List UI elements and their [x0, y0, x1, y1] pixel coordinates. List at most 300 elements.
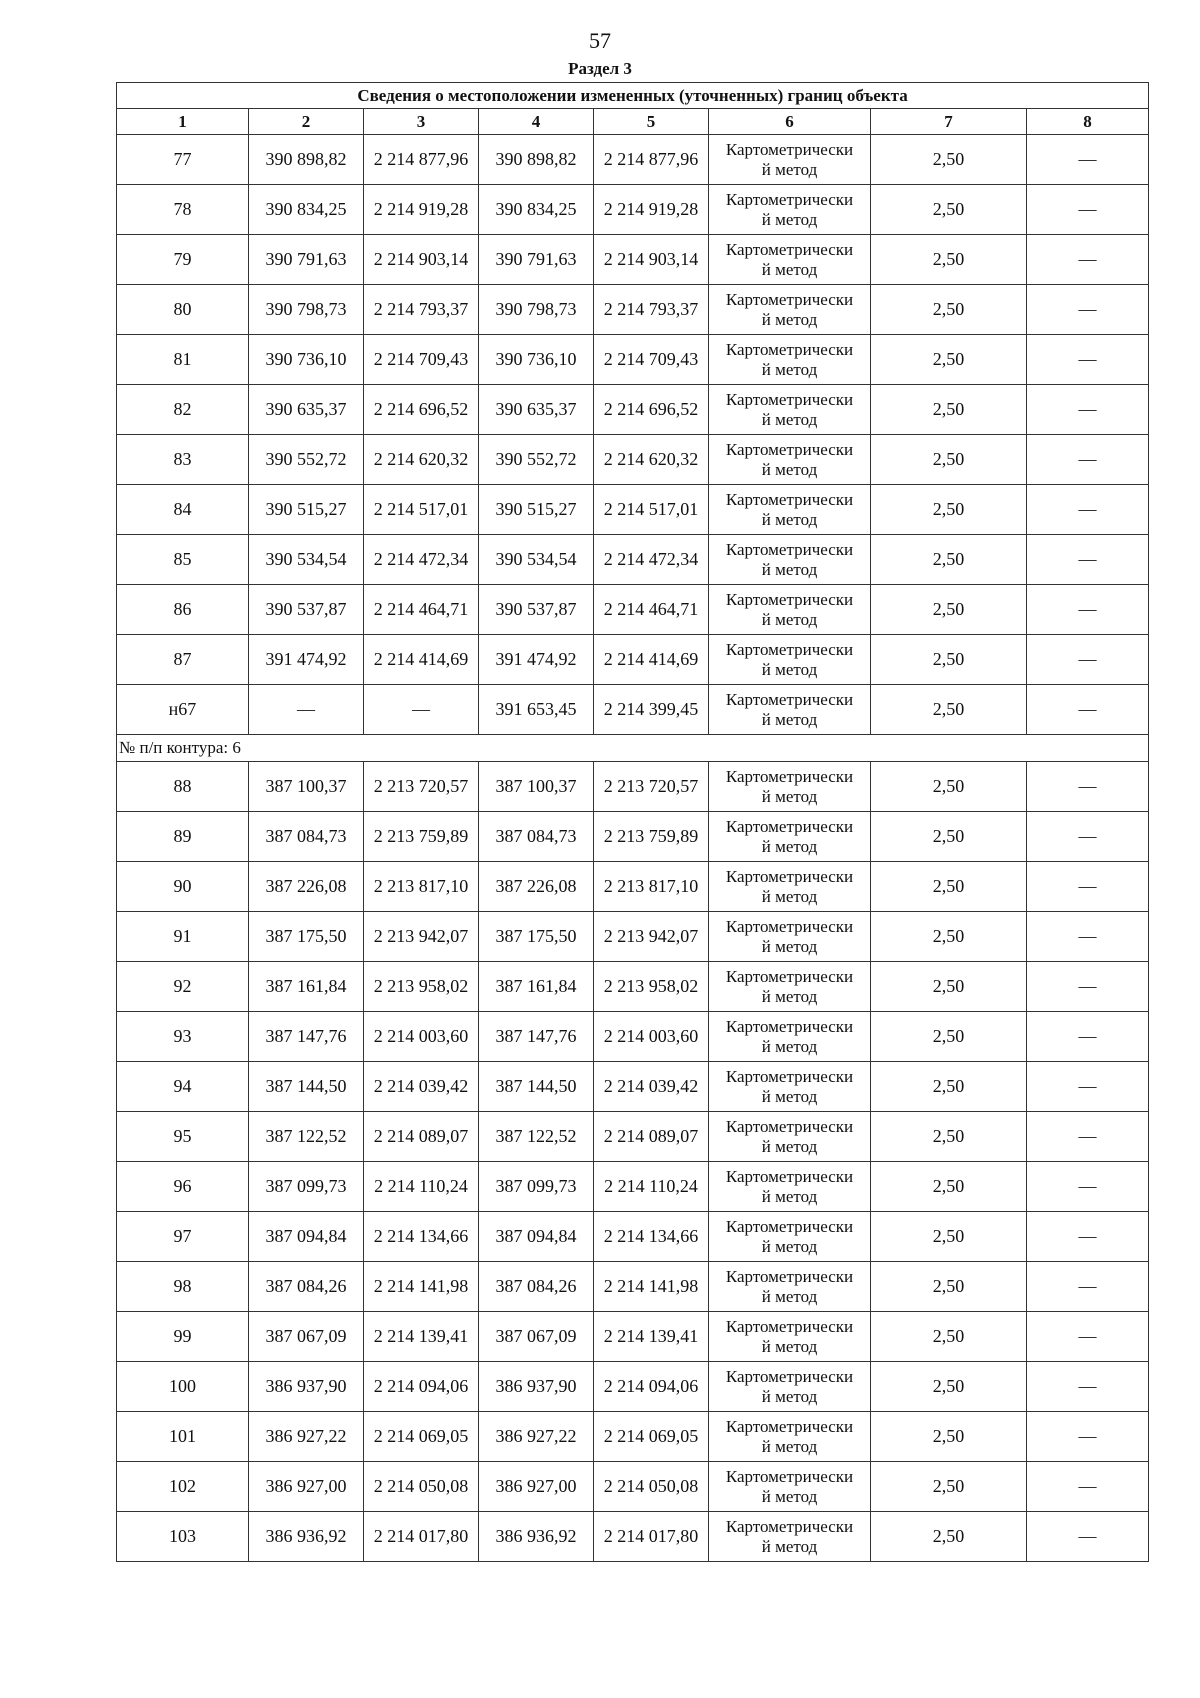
method-line: й метод [761, 209, 818, 229]
refined-y-cell: 2 214 696,52 [594, 385, 709, 435]
existing-x-cell: 390 736,10 [249, 335, 364, 385]
method-cell [709, 962, 871, 1012]
method-line: Картометрически [725, 866, 854, 886]
existing-y-cell: 2 214 919,28 [364, 185, 479, 235]
method-cell [709, 1512, 871, 1562]
refined-y-cell: 2 213 817,10 [594, 862, 709, 912]
method-cell [709, 762, 871, 812]
method-line: й метод [761, 309, 818, 329]
point-number-cell: 80 [117, 285, 249, 335]
table-row [117, 1512, 1149, 1562]
accuracy-cell: 2,50 [871, 1112, 1027, 1162]
refined-x-cell: 387 094,84 [479, 1212, 594, 1262]
description-cell: — [1027, 135, 1149, 185]
point-number-cell: 79 [117, 235, 249, 285]
existing-x-cell: 390 798,73 [249, 285, 364, 335]
refined-x-cell: 390 534,54 [479, 535, 594, 585]
refined-x-cell: 391 653,45 [479, 685, 594, 735]
table-row [117, 862, 1149, 912]
accuracy-cell: 2,50 [871, 1412, 1027, 1462]
method-line: Картометрически [725, 439, 854, 459]
method-cell [709, 1262, 871, 1312]
existing-x-cell: 390 515,27 [249, 485, 364, 535]
table-row [117, 135, 1149, 185]
refined-y-cell: 2 214 919,28 [594, 185, 709, 235]
contour-row [117, 735, 1149, 762]
existing-y-cell: 2 214 414,69 [364, 635, 479, 685]
method-line: й метод [761, 986, 818, 1006]
refined-y-cell: 2 214 141,98 [594, 1262, 709, 1312]
method-line: й метод [761, 1536, 818, 1556]
method-line: й метод [761, 936, 818, 956]
column-header-row [117, 109, 1149, 135]
method-line: Картометрически [725, 689, 854, 709]
method-cell [709, 635, 871, 685]
description-cell: — [1027, 535, 1149, 585]
existing-x-cell: 387 100,37 [249, 762, 364, 812]
existing-y-cell: 2 213 958,02 [364, 962, 479, 1012]
refined-x-cell: 387 161,84 [479, 962, 594, 1012]
existing-x-cell: 387 067,09 [249, 1312, 364, 1362]
existing-y-cell: 2 214 003,60 [364, 1012, 479, 1062]
existing-x-cell: 387 084,26 [249, 1262, 364, 1312]
table-row [117, 535, 1149, 585]
method-line: й метод [761, 1336, 818, 1356]
existing-x-cell: 387 147,76 [249, 1012, 364, 1062]
method-cell [709, 912, 871, 962]
contour-label: № п/п контура: 6 [117, 735, 1149, 762]
method-line: Картометрически [725, 189, 854, 209]
description-cell: — [1027, 762, 1149, 812]
table-row [117, 1012, 1149, 1062]
table-row [117, 635, 1149, 685]
method-cell [709, 1112, 871, 1162]
method-line: й метод [761, 509, 818, 529]
existing-y-cell: 2 213 942,07 [364, 912, 479, 962]
column-header: 8 [1027, 109, 1149, 135]
description-cell: — [1027, 1362, 1149, 1412]
accuracy-cell: 2,50 [871, 812, 1027, 862]
existing-x-cell: 386 927,22 [249, 1412, 364, 1462]
refined-y-cell: 2 214 877,96 [594, 135, 709, 185]
description-cell: — [1027, 435, 1149, 485]
method-line: й метод [761, 1136, 818, 1156]
description-cell: — [1027, 185, 1149, 235]
refined-x-cell: 390 736,10 [479, 335, 594, 385]
existing-y-cell: 2 213 759,89 [364, 812, 479, 862]
table-row [117, 385, 1149, 435]
method-cell [709, 385, 871, 435]
table-row [117, 285, 1149, 335]
refined-x-cell: 387 147,76 [479, 1012, 594, 1062]
method-line: Картометрически [725, 1116, 854, 1136]
refined-y-cell: 2 214 464,71 [594, 585, 709, 635]
refined-x-cell: 387 226,08 [479, 862, 594, 912]
column-header: 6 [709, 109, 871, 135]
description-cell: — [1027, 1012, 1149, 1062]
refined-x-cell: 387 100,37 [479, 762, 594, 812]
refined-x-cell: 390 834,25 [479, 185, 594, 235]
description-cell: — [1027, 912, 1149, 962]
point-number-cell: 88 [117, 762, 249, 812]
refined-x-cell: 387 067,09 [479, 1312, 594, 1362]
existing-x-cell: 387 099,73 [249, 1162, 364, 1212]
refined-y-cell: 2 214 903,14 [594, 235, 709, 285]
existing-y-cell: 2 214 709,43 [364, 335, 479, 385]
refined-y-cell: 2 214 003,60 [594, 1012, 709, 1062]
method-line: й метод [761, 659, 818, 679]
point-number-cell: 92 [117, 962, 249, 1012]
method-line: й метод [761, 1186, 818, 1206]
table-row [117, 335, 1149, 385]
point-number-cell: 95 [117, 1112, 249, 1162]
accuracy-cell: 2,50 [871, 285, 1027, 335]
table-row [117, 1362, 1149, 1412]
existing-x-cell: 387 161,84 [249, 962, 364, 1012]
accuracy-cell: 2,50 [871, 1512, 1027, 1562]
method-line: Картометрически [725, 489, 854, 509]
existing-x-cell: 387 084,73 [249, 812, 364, 862]
method-cell [709, 862, 871, 912]
description-cell: — [1027, 285, 1149, 335]
refined-x-cell: 390 537,87 [479, 585, 594, 635]
table-row [117, 912, 1149, 962]
refined-x-cell: 386 927,22 [479, 1412, 594, 1462]
existing-y-cell: 2 214 620,32 [364, 435, 479, 485]
method-line: Картометрически [725, 816, 854, 836]
existing-y-cell: 2 214 903,14 [364, 235, 479, 285]
refined-y-cell: 2 214 110,24 [594, 1162, 709, 1212]
method-cell [709, 1162, 871, 1212]
accuracy-cell: 2,50 [871, 1062, 1027, 1112]
column-header: 3 [364, 109, 479, 135]
existing-y-cell: 2 214 464,71 [364, 585, 479, 635]
table-row [117, 1262, 1149, 1312]
accuracy-cell: 2,50 [871, 1462, 1027, 1512]
existing-y-cell: 2 214 141,98 [364, 1262, 479, 1312]
accuracy-cell: 2,50 [871, 1312, 1027, 1362]
method-cell [709, 812, 871, 862]
existing-x-cell: 390 534,54 [249, 535, 364, 585]
existing-y-cell: 2 214 089,07 [364, 1112, 479, 1162]
existing-x-cell: 390 635,37 [249, 385, 364, 435]
accuracy-cell: 2,50 [871, 335, 1027, 385]
section-title: Раздел 3 [568, 59, 632, 78]
description-cell: — [1027, 385, 1149, 435]
accuracy-cell: 2,50 [871, 185, 1027, 235]
point-number-cell: 81 [117, 335, 249, 385]
refined-x-cell: 390 798,73 [479, 285, 594, 335]
accuracy-cell: 2,50 [871, 862, 1027, 912]
description-cell: — [1027, 1212, 1149, 1262]
method-line: й метод [761, 609, 818, 629]
method-cell [709, 235, 871, 285]
existing-y-cell: — [364, 685, 479, 735]
refined-x-cell: 386 937,90 [479, 1362, 594, 1412]
existing-y-cell: 2 214 017,80 [364, 1512, 479, 1562]
method-line: й метод [761, 1436, 818, 1456]
existing-y-cell: 2 213 720,57 [364, 762, 479, 812]
existing-y-cell: 2 214 094,06 [364, 1362, 479, 1412]
refined-y-cell: 2 214 039,42 [594, 1062, 709, 1112]
method-line: й метод [761, 459, 818, 479]
refined-x-cell: 387 084,73 [479, 812, 594, 862]
existing-y-cell: 2 214 517,01 [364, 485, 479, 535]
description-cell: — [1027, 962, 1149, 1012]
coordinates-table [116, 82, 1149, 1562]
accuracy-cell: 2,50 [871, 762, 1027, 812]
method-cell [709, 135, 871, 185]
description-cell: — [1027, 485, 1149, 535]
method-cell [709, 535, 871, 585]
refined-x-cell: 387 084,26 [479, 1262, 594, 1312]
method-line: й метод [761, 1036, 818, 1056]
accuracy-cell: 2,50 [871, 1162, 1027, 1212]
description-cell: — [1027, 685, 1149, 735]
method-line: Картометрически [725, 589, 854, 609]
existing-y-cell: 2 214 696,52 [364, 385, 479, 435]
method-cell [709, 1012, 871, 1062]
method-cell [709, 335, 871, 385]
method-cell [709, 1312, 871, 1362]
refined-x-cell: 387 099,73 [479, 1162, 594, 1212]
method-line: Картометрически [725, 1416, 854, 1436]
refined-y-cell: 2 213 759,89 [594, 812, 709, 862]
point-number-cell: 77 [117, 135, 249, 185]
existing-x-cell: 387 094,84 [249, 1212, 364, 1262]
existing-y-cell: 2 214 877,96 [364, 135, 479, 185]
point-number-cell: 84 [117, 485, 249, 535]
table-row [117, 1312, 1149, 1362]
method-line: Картометрически [725, 966, 854, 986]
refined-x-cell: 390 898,82 [479, 135, 594, 185]
refined-y-cell: 2 214 472,34 [594, 535, 709, 585]
table-row [117, 585, 1149, 635]
refined-x-cell: 387 144,50 [479, 1062, 594, 1112]
method-cell [709, 1062, 871, 1112]
point-number-cell: н67 [117, 685, 249, 735]
method-line: й метод [761, 1086, 818, 1106]
method-line: Картометрически [725, 1216, 854, 1236]
method-line: й метод [761, 1286, 818, 1306]
page-number: 57 [589, 28, 611, 53]
accuracy-cell: 2,50 [871, 1262, 1027, 1312]
description-cell: — [1027, 235, 1149, 285]
description-cell: — [1027, 335, 1149, 385]
method-line: й метод [761, 786, 818, 806]
method-cell [709, 1212, 871, 1262]
refined-y-cell: 2 214 620,32 [594, 435, 709, 485]
existing-x-cell: 391 474,92 [249, 635, 364, 685]
method-line: й метод [761, 559, 818, 579]
method-line: Картометрически [725, 339, 854, 359]
description-cell: — [1027, 585, 1149, 635]
accuracy-cell: 2,50 [871, 435, 1027, 485]
description-cell: — [1027, 1462, 1149, 1512]
existing-x-cell: 386 936,92 [249, 1512, 364, 1562]
point-number-cell: 82 [117, 385, 249, 435]
description-cell: — [1027, 1062, 1149, 1112]
description-cell: — [1027, 1262, 1149, 1312]
refined-y-cell: 2 214 017,80 [594, 1512, 709, 1562]
refined-y-cell: 2 214 517,01 [594, 485, 709, 535]
accuracy-cell: 2,50 [871, 485, 1027, 535]
method-cell [709, 1462, 871, 1512]
table-row [117, 435, 1149, 485]
table-caption: Сведения о местоположении измененных (уточненных) границ объекта [117, 83, 1149, 109]
description-cell: — [1027, 635, 1149, 685]
method-cell [709, 585, 871, 635]
method-line: й метод [761, 409, 818, 429]
method-line: Картометрически [725, 1316, 854, 1336]
column-header: 1 [117, 109, 249, 135]
table-row [117, 1412, 1149, 1462]
existing-y-cell: 2 213 817,10 [364, 862, 479, 912]
method-line: й метод [761, 1486, 818, 1506]
column-header: 5 [594, 109, 709, 135]
table-row [117, 1062, 1149, 1112]
refined-y-cell: 2 214 134,66 [594, 1212, 709, 1262]
method-line: Картометрически [725, 766, 854, 786]
existing-x-cell: 386 937,90 [249, 1362, 364, 1412]
method-line: Картометрически [725, 1166, 854, 1186]
point-number-cell: 103 [117, 1512, 249, 1562]
description-cell: — [1027, 1312, 1149, 1362]
accuracy-cell: 2,50 [871, 1362, 1027, 1412]
description-cell: — [1027, 1512, 1149, 1562]
refined-x-cell: 387 122,52 [479, 1112, 594, 1162]
accuracy-cell: 2,50 [871, 535, 1027, 585]
existing-x-cell: 387 144,50 [249, 1062, 364, 1112]
method-line: Картометрически [725, 289, 854, 309]
existing-x-cell: 387 122,52 [249, 1112, 364, 1162]
accuracy-cell: 2,50 [871, 235, 1027, 285]
method-line: й метод [761, 836, 818, 856]
refined-x-cell: 390 515,27 [479, 485, 594, 535]
method-line: Картометрически [725, 916, 854, 936]
existing-x-cell: 386 927,00 [249, 1462, 364, 1512]
refined-x-cell: 390 552,72 [479, 435, 594, 485]
method-cell [709, 435, 871, 485]
existing-y-cell: 2 214 793,37 [364, 285, 479, 335]
method-line: Картометрически [725, 239, 854, 259]
point-number-cell: 87 [117, 635, 249, 685]
refined-y-cell: 2 214 709,43 [594, 335, 709, 385]
refined-x-cell: 391 474,92 [479, 635, 594, 685]
point-number-cell: 90 [117, 862, 249, 912]
method-cell [709, 285, 871, 335]
point-number-cell: 96 [117, 1162, 249, 1212]
method-line: Картометрически [725, 1266, 854, 1286]
existing-x-cell: 387 175,50 [249, 912, 364, 962]
accuracy-cell: 2,50 [871, 585, 1027, 635]
existing-y-cell: 2 214 472,34 [364, 535, 479, 585]
accuracy-cell: 2,50 [871, 385, 1027, 435]
method-cell [709, 185, 871, 235]
existing-y-cell: 2 214 139,41 [364, 1312, 479, 1362]
refined-y-cell: 2 214 089,07 [594, 1112, 709, 1162]
method-line: Картометрически [725, 389, 854, 409]
existing-y-cell: 2 214 134,66 [364, 1212, 479, 1262]
point-number-cell: 101 [117, 1412, 249, 1462]
method-line: й метод [761, 1386, 818, 1406]
refined-x-cell: 387 175,50 [479, 912, 594, 962]
existing-x-cell: 390 898,82 [249, 135, 364, 185]
table-row [117, 485, 1149, 535]
point-number-cell: 85 [117, 535, 249, 585]
table-row [117, 1462, 1149, 1512]
table-row [117, 762, 1149, 812]
description-cell: — [1027, 1412, 1149, 1462]
method-line: й метод [761, 709, 818, 729]
refined-y-cell: 2 213 720,57 [594, 762, 709, 812]
existing-y-cell: 2 214 110,24 [364, 1162, 479, 1212]
accuracy-cell: 2,50 [871, 135, 1027, 185]
method-cell [709, 685, 871, 735]
table-row [117, 812, 1149, 862]
refined-x-cell: 390 635,37 [479, 385, 594, 435]
method-line: й метод [761, 886, 818, 906]
point-number-cell: 94 [117, 1062, 249, 1112]
refined-y-cell: 2 213 942,07 [594, 912, 709, 962]
table-row [117, 185, 1149, 235]
method-line: Картометрически [725, 639, 854, 659]
refined-y-cell: 2 214 414,69 [594, 635, 709, 685]
existing-y-cell: 2 214 050,08 [364, 1462, 479, 1512]
point-number-cell: 100 [117, 1362, 249, 1412]
refined-y-cell: 2 214 793,37 [594, 285, 709, 335]
description-cell: — [1027, 862, 1149, 912]
method-line: й метод [761, 1236, 818, 1256]
refined-y-cell: 2 214 399,45 [594, 685, 709, 735]
refined-x-cell: 386 927,00 [479, 1462, 594, 1512]
refined-y-cell: 2 213 958,02 [594, 962, 709, 1012]
column-header: 4 [479, 109, 594, 135]
existing-x-cell: 390 552,72 [249, 435, 364, 485]
existing-x-cell: 390 834,25 [249, 185, 364, 235]
refined-y-cell: 2 214 050,08 [594, 1462, 709, 1512]
accuracy-cell: 2,50 [871, 685, 1027, 735]
point-number-cell: 97 [117, 1212, 249, 1262]
method-line: Картометрически [725, 139, 854, 159]
point-number-cell: 78 [117, 185, 249, 235]
point-number-cell: 98 [117, 1262, 249, 1312]
existing-y-cell: 2 214 069,05 [364, 1412, 479, 1462]
accuracy-cell: 2,50 [871, 1012, 1027, 1062]
refined-x-cell: 390 791,63 [479, 235, 594, 285]
method-line: Картометрически [725, 1516, 854, 1536]
method-line: Картометрически [725, 1366, 854, 1386]
existing-x-cell: 387 226,08 [249, 862, 364, 912]
point-number-cell: 86 [117, 585, 249, 635]
point-number-cell: 83 [117, 435, 249, 485]
refined-y-cell: 2 214 094,06 [594, 1362, 709, 1412]
existing-x-cell: 390 537,87 [249, 585, 364, 635]
method-cell [709, 485, 871, 535]
point-number-cell: 99 [117, 1312, 249, 1362]
table-row [117, 235, 1149, 285]
point-number-cell: 93 [117, 1012, 249, 1062]
column-header: 2 [249, 109, 364, 135]
refined-x-cell: 386 936,92 [479, 1512, 594, 1562]
method-line: й метод [761, 359, 818, 379]
method-line: Картометрически [725, 1066, 854, 1086]
point-number-cell: 89 [117, 812, 249, 862]
table-row [117, 685, 1149, 735]
table-row [117, 1162, 1149, 1212]
method-line: й метод [761, 259, 818, 279]
point-number-cell: 102 [117, 1462, 249, 1512]
